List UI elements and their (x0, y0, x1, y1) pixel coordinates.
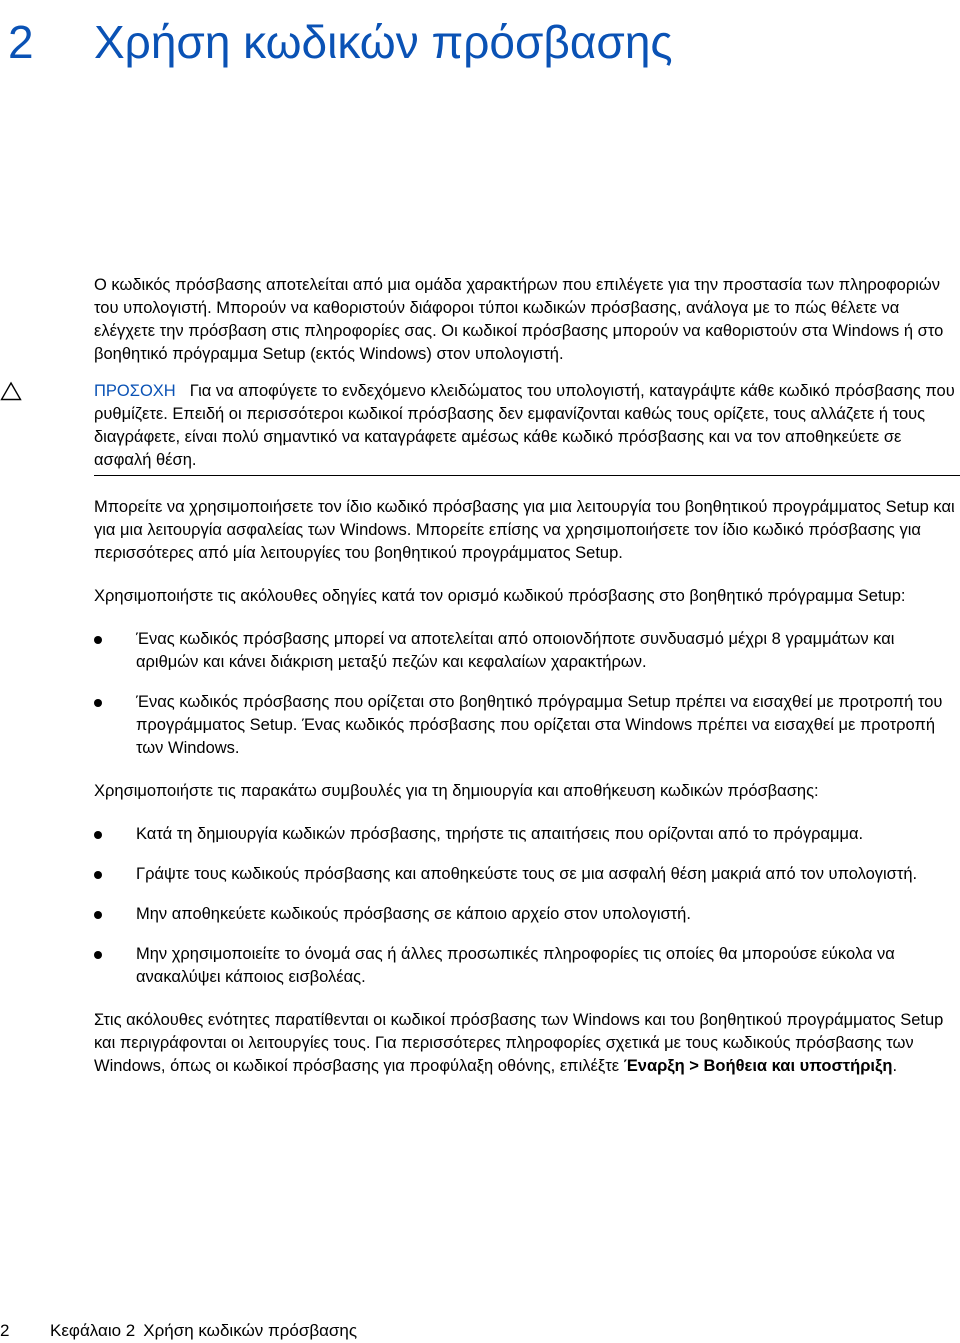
list-item (94, 691, 960, 760)
same-password-paragraph: Μπορείτε να χρησιμοποιήσετε τον ίδιο κωδικό πρόσβασης για μια λειτουργία του βοηθητικού προγράμματος Setup και για μια λειτουργία ασφαλείας των Windows. Μπορείτε επίσης να χρησιμοποιήσετε τον ίδιο κωδικό πρόσβασης για περισσότερες από μία λειτουργίες του βοηθητικού προγράμματος Setup. (94, 498, 955, 562)
closing-end: . (892, 1057, 898, 1075)
caution-text: Για να αποφύγετε το ενδεχόμενο κλειδώματος του υπολογιστή, καταγράψτε κάθε κωδικό πρόσβασης που ρυθμίζετε. Επειδή οι περισσότεροι κωδικοί πρόσβασης δεν εμφανίζονται καθώς τους ορίζετε, τους αλλάζετε ή τους διαγράφετε, είναι πολύ σημαντικό να καταγράφετε αμέσως κάθε κωδικό πρόσβασης και να τον αποθηκεύετε σε ασφαλή θέση. (94, 382, 955, 469)
page-content (94, 274, 960, 1078)
list-item-text: Κατά τη δημιουργία κωδικών πρόσβασης, τηρήστε τις απαιτήσεις που ορίζονται από το πρόγραμμα. (136, 825, 864, 843)
closing-paragraph (94, 1009, 960, 1078)
bullet-dot-icon (94, 911, 102, 919)
list-item (94, 628, 960, 674)
chapter-heading (8, 14, 673, 70)
bullet-dot-icon (94, 699, 102, 707)
list-item-text: Μην χρησιμοποιείτε το όνομά σας ή άλλες προσωπικές πληροφορίες τις οποίες θα μπορούσε εύκολα να ανακαλύψει κάποιος εισβολέας. (136, 945, 895, 986)
help-menu-path: Έναρξη > Βοήθεια και υποστήριξη (623, 1057, 893, 1075)
list-item-text: Γράψτε τους κωδικούς πρόσβασης και αποθηκεύστε τους σε μια ασφαλή θέση μακριά από τον υπολογιστή. (136, 865, 918, 883)
list-item-text: Ένας κωδικός πρόσβασης μπορεί να αποτελείται από οποιονδήποτε συνδυασμό μέχρι 8 γραμμάτων και αριθμών και κάνει διάκριση μεταξύ πεζών και κεφαλαίων χαρακτήρων. (136, 630, 895, 671)
intro-paragraph: Ο κωδικός πρόσβασης αποτελείται από μια ομάδα χαρακτήρων που επιλέγετε για την προστασία των πληροφοριών του υπολογιστή. Μπορούν να καθοριστούν διάφοροι τύποι κωδικών πρόσβασης, ανάλογα με το πώς θέλετε να ελέγχετε την πρόσβαση στις πληροφορίες σας. Οι κωδικοί πρόσβασης μπορούν να καθοριστούν στα Windows ή στο βοηθητικό πρόγραμμα Setup (εκτός Windows) στον υπολογιστή. (94, 276, 944, 363)
footer-title: Χρήση κωδικών πρόσβασης (143, 1321, 358, 1340)
chapter-title: Χρήση κωδικών πρόσβασης (94, 16, 673, 68)
bullet-dot-icon (94, 636, 102, 644)
list-item-text: Ένας κωδικός πρόσβασης που ορίζεται στο βοηθητικό πρόγραμμα Setup πρέπει να εισαχθεί με προτροπή του προγράμματος Setup. Ένας κωδικός πρόσβασης που ορίζεται στα Windows πρέπει να εισαχθεί με προτροπή των Windows. (136, 693, 943, 757)
footer-chapter: Κεφάλαιο 2 (50, 1321, 136, 1340)
list-item (94, 943, 960, 989)
warning-triangle-icon (0, 381, 22, 401)
list-item (94, 863, 960, 886)
caution-label: ΠΡΟΣΟΧΗ (94, 382, 176, 400)
tips-list (94, 823, 960, 989)
bullet-dot-icon (94, 871, 102, 879)
page-number: 2 (0, 1321, 10, 1340)
list-item-text: Μην αποθηκεύετε κωδικούς πρόσβασης σε κάποιο αρχείο στον υπολογιστή. (136, 905, 691, 923)
guidelines-intro-paragraph: Χρησιμοποιήστε τις ακόλουθες οδηγίες κατά τον ορισμό κωδικού πρόσβασης στο βοηθητικό πρόγραμμα Setup: (94, 587, 906, 605)
guidelines-list (94, 628, 960, 760)
chapter-number: 2 (8, 16, 34, 68)
tips-intro-paragraph: Χρησιμοποιήστε τις παρακάτω συμβουλές για τη δημιουργία και αποθήκευση κωδικών πρόσβασης: (94, 782, 819, 800)
list-item (94, 823, 960, 846)
closing-text: Στις ακόλουθες ενότητες παρατίθενται οι κωδικοί πρόσβασης των Windows και του βοηθητικού προγράμματος Setup και περιγράφονται οι λειτουργίες τους. Για περισσότερες πληροφορίες σχετικά με τους κωδικούς πρόσβασης των Windows, όπως οι κωδικοί πρόσβασης για προφύλαξη οθόνης, επιλέξτε (94, 1011, 944, 1075)
bullet-dot-icon (94, 831, 102, 839)
caution-note (94, 380, 960, 476)
page-footer (0, 1320, 357, 1342)
bullet-dot-icon (94, 951, 102, 959)
list-item (94, 903, 960, 926)
